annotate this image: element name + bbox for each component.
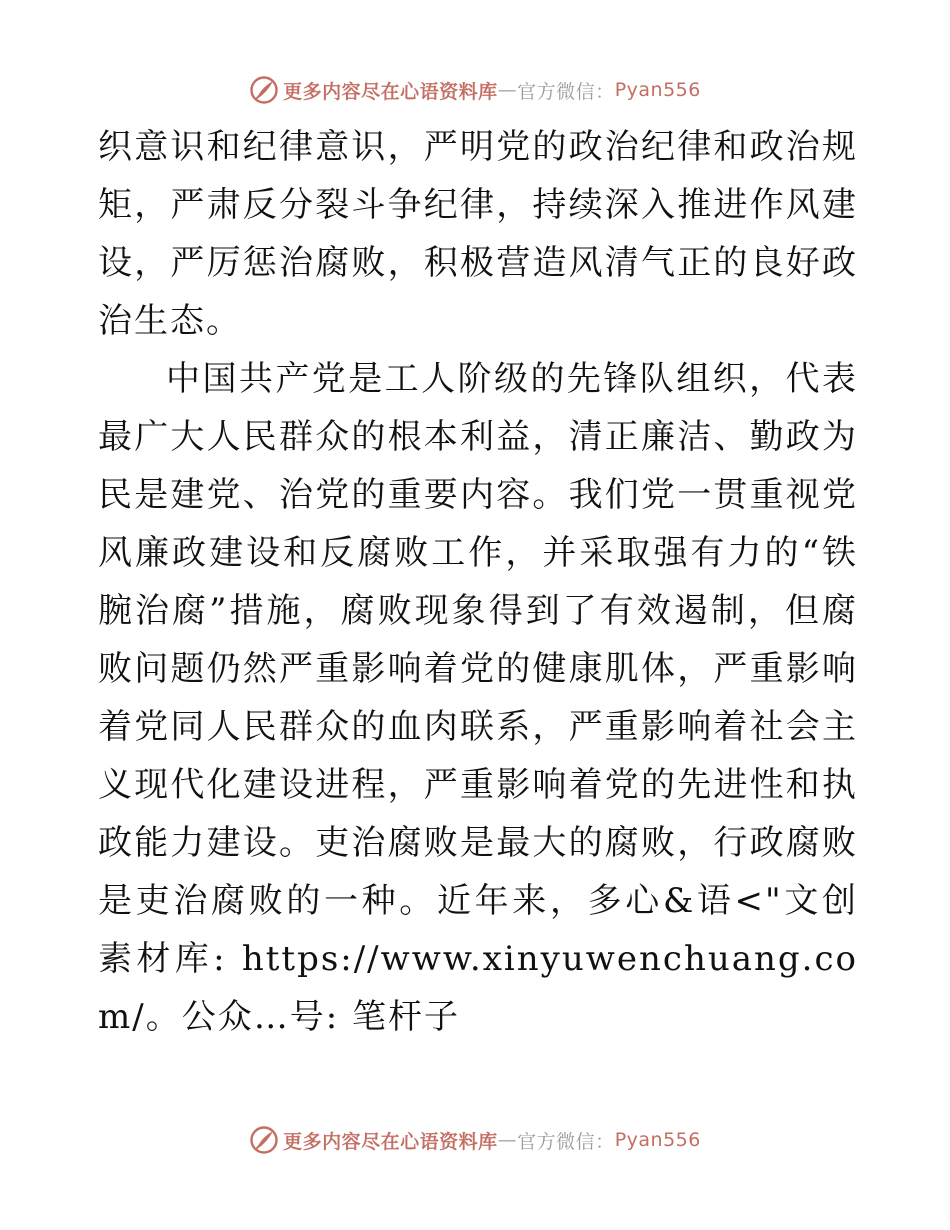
banner-separator: — bbox=[497, 1129, 518, 1151]
banner-wechat-label: 官方微信： bbox=[517, 80, 615, 103]
quill-logo-icon bbox=[249, 1125, 279, 1155]
footer-banner bbox=[0, 1122, 950, 1158]
banner-separator: — bbox=[497, 79, 518, 101]
banner-brand-text: 更多内容尽在心语资料库 bbox=[283, 80, 498, 103]
quill-logo-icon bbox=[249, 75, 279, 105]
banner-brand-text: 更多内容尽在心语资料库 bbox=[283, 1130, 498, 1153]
banner-wechat-id: Pyan556 bbox=[614, 79, 701, 101]
document-body bbox=[98, 118, 858, 1046]
header-banner bbox=[0, 72, 950, 108]
paragraph-continued: 织意识和纪律意识，严明党的政治纪律和政治规矩，严肃反分裂斗争纪律，持续深入推进作风建设，严厉惩治腐败，积极营造风清气正的良好政治生态。 bbox=[98, 127, 858, 341]
banner-wechat-label: 官方微信： bbox=[517, 1130, 615, 1153]
banner-wechat-id: Pyan556 bbox=[614, 1129, 701, 1151]
paragraph-main: 中国共产党是工人阶级的先锋队组织，代表最广大人民群众的根本利益，清正廉洁、勤政为民是建党、治党的重要内容。我们党一贯重视党风廉政建设和反腐败工作，并采取强有力的“铁腕治腐”措施，腐败现象得到了有效遏制，但腐败问题仍然严重影响着党的健康肌体，严重影响着党同人民群众的血肉联系，严重影响着社会主义现代化建设进程，严重影响着党的先进性和执政能力建设。吏治腐败是最大的腐败，行政腐败是吏治腐败的一种。近年来，多心&语<"文创素材库: https://www.xinyuwenchuang.com/。公众…号: 笔杆子 bbox=[98, 359, 858, 1037]
